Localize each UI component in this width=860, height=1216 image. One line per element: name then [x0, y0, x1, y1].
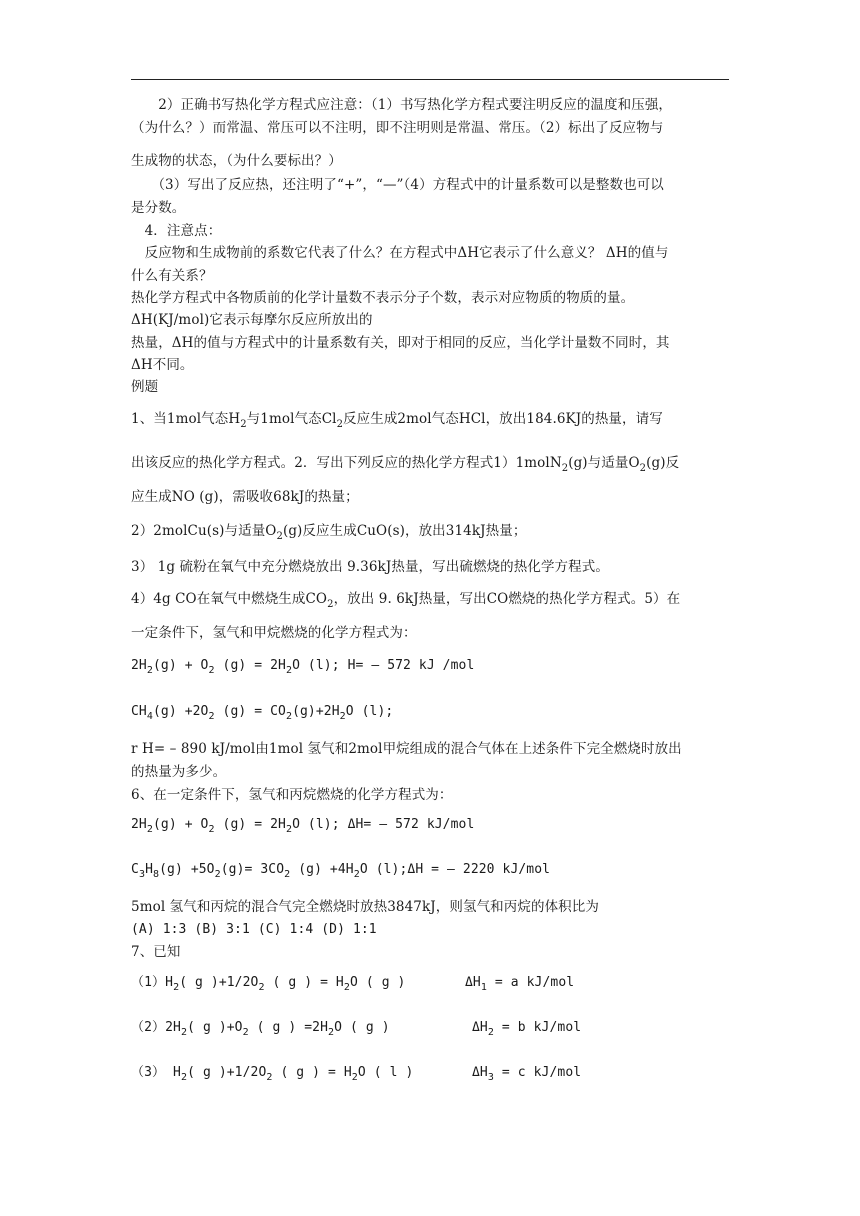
answer-options: (A) 1:3 (B) 3:1 (C) 1:4 (D) 1:1 — [131, 922, 377, 937]
text-line: 生成物的状态，（为什么要标出？） — [131, 153, 342, 169]
text-line: 热化学方程式中各物质前的化学计量数不表示分子个数，表示对应物质的物质的量。 — [131, 290, 635, 306]
equation: $C_3H_8(g) +5O_2(g)= 3CO_2$ $(g) +4H_2O$ (l);ΔH = – 2220 kJ/mol — [131, 862, 551, 880]
reaction-3: （3） $H_2$( g )$+1/2O_2$ ( g ) = $H_2O$ ( l ) $\Delta H_3 = c$ kJ/mol — [131, 1065, 582, 1083]
text-line: ΔH(KJ/mol)它表示每摩尔反应所放出的 — [131, 312, 373, 328]
question-5: 一定条件下，氢气和甲烷燃烧的化学方程式为： — [131, 625, 417, 641]
header-rule — [131, 79, 729, 80]
text-line: 热量，ΔH的值与方程式中的计量系数有关，即对于相同的反应，当化学计量数不同时，其 — [131, 335, 670, 351]
question-6-cont: 5mol 氢气和丙烷的混合气完全燃烧时放热3847kJ，则氢气和丙烷的体积比为 — [131, 899, 599, 915]
text-line: 什么有关系？ — [131, 268, 213, 284]
question-5-cont: 的热量为多少。 — [131, 764, 227, 780]
text-line: 反应物和生成物前的系数它代表了什么？在方程式中ΔH它表示了什么意义？ ΔH的值与 — [131, 245, 669, 261]
question-3: 3） 1g 硫粉在氧气中充分燃烧放出 9.36kJ热量，写出硫燃烧的热化学方程式。 — [131, 559, 609, 575]
equation: $2H_2(g) + O_2$ $(g) = 2H_2O$ (l); ΔH= – 572 kJ/mol — [131, 817, 475, 835]
text-line: （3）写出了反应热，还注明了“+”，“—”（4）方程式中的计量系数可以是整数也可以 — [131, 177, 664, 193]
question-1: 1、当1mol气态$H_2$与1mol气态$Cl_2$反应生成2mol气态HCl，放出184.6KJ的热量，请写 — [131, 411, 663, 429]
question-7: 7、已知 — [131, 944, 181, 960]
text-line: 是分数。 — [131, 200, 186, 216]
text-line: 4．注意点： — [131, 223, 222, 239]
question-5-cont: r H= – 890 kJ/mol由1mol 氢气和2mol甲烷组成的混合气体在上述条件下完全燃烧时放出 — [131, 741, 682, 757]
question-1-cont: 应生成NO (g)，需吸收68kJ的热量； — [131, 489, 359, 505]
question-4: 4）4g CO在氧气中燃烧生成$CO_2$，放出 9. 6kJ热量，写出CO燃烧的热化学方程式。5）在 — [131, 591, 681, 609]
text-line: 2）正确书写热化学方程式应注意：（1）书写热化学方程式要注明反应的温度和压强， — [131, 97, 673, 113]
reaction-1: $(1)H_2$( g )$+1/2O_2$ ( g ) = $H_2O$ ( g ) $\Delta H_1 = a$ kJ/mol — [131, 975, 575, 993]
text-line: （为什么？）而常温、常压可以不注明，即不注明则是常温、常压。（2）标出了反应物与 — [131, 120, 664, 136]
text-line: ΔH不同。 — [131, 357, 194, 373]
equation: $CH_4(g) +2O_2$ $(g) = CO_2(g)+2H_2O$ (l); — [131, 704, 394, 722]
section-heading: 例题 — [131, 379, 159, 395]
equation: $2H_2(g) + O_2$ $(g) = 2H_2O$ (l); H= – 572 kJ /mol — [131, 658, 475, 676]
reaction-2: $(2)2H_2$( g )$+O_2$ ( g ) $=2H_2O$ ( g ) $\Delta H_2 = b$ kJ/mol — [131, 1020, 582, 1038]
question-6: 6、在一定条件下，氢气和丙烷燃烧的化学方程式为： — [131, 787, 453, 803]
question-1-cont: 出该反应的热化学方程式。2．写出下列反应的热化学方程式1）1molN$_2$(g)与适量$O_2(g)$反 — [131, 455, 680, 473]
question-2: 2）2molCu(s)与适量$O_2(g)$反应生成CuO(s)，放出314kJ热量； — [131, 523, 527, 541]
